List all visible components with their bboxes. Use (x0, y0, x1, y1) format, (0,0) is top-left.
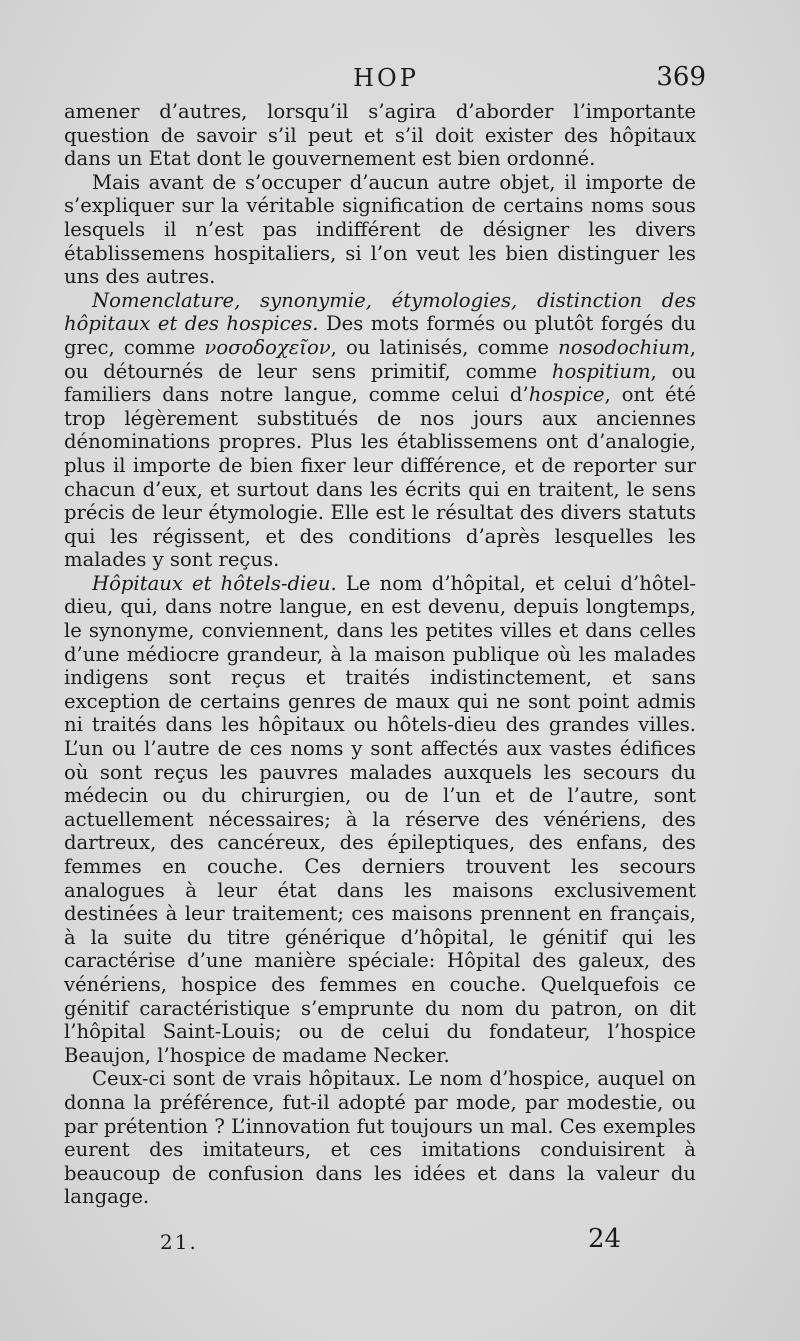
body-text (64, 100, 696, 1209)
text-run: , ou familiers dans notre langue, comme celui d’ (64, 359, 696, 407)
text-run: Mais avant de s’occuper d’aucun autre objet, il importe de s’expliquer sur la véritable signification de certains noms sous lesquels il n’est pas indifférent de désigner les divers établissemens hospitaliers, si l’on veut les bien distinguer les uns des autres. (64, 170, 696, 289)
text-run: , ont été trop légèrement substitués de nos jours aux anciennes dénominations propres. Plus les établissemens ont d’analogie, plus il importe de bien fixer leur différence, et de reporter sur chacun d’eux, et surtout dans les écrits qui en traitent, le sens précis de leur étymologie. Elle est le résultat des divers statuts qui les régissent, et des conditions d’après lesquelles les malades y sont reçus. (64, 383, 697, 572)
text-run: Ceux-ci sont de vrais hôpitaux. Le nom d’hospice, auquel on donna la préférence, fut-il adopté par mode, par modestie, ou par prétention ? L’innovation fut toujours un mal. Ces exemples eurent des imitateurs, et ces imitations conduisirent à beaucoup de confusion dans les idées et dans la valeur du langage. (64, 1067, 696, 1209)
gathering-number: 24 (588, 1224, 622, 1254)
italic-run: hospitium (551, 359, 651, 383)
italic-run: nosodochium (558, 335, 690, 359)
running-title: HOP (353, 64, 419, 92)
italic-run: hospice (528, 383, 605, 407)
running-head (66, 60, 706, 100)
page-number: 369 (656, 62, 706, 92)
text-run: Des mots formés ou plutôt forgés du grec, comme (64, 312, 696, 359)
paragraph (64, 1067, 696, 1209)
paragraph (64, 171, 696, 289)
italic-run: νοσοδοχεῖον (204, 335, 331, 359)
text-run: , ou détournés de leur sens primitif, comme (64, 335, 696, 383)
paragraph (64, 100, 696, 171)
paragraph (64, 572, 696, 1067)
signature-mark: 21. (160, 1230, 198, 1254)
text-run: Le nom d’hôpital, et celui d’hôtel-dieu, qui, dans notre langue, en est devenu, depuis longtemps, le synonyme, conviennent, dans les petites villes et dans celles d’une médiocre grandeur, à la maison publique où les malades indigens sont reçus et traités indistinctement, et sans exception de certains genres de maux qui ne sont point admis ni traités dans les hôpitaux ou hôtels-dieu des grandes villes. L’un ou l’autre de ces noms y sont affectés aux vastes édifices où sont reçus les pauvres malades auxquels les secours du médecin ou du chirurgien, ou de l’un et de l’autre, sont actuellement nécessaires; à la réserve des vénériens, des dartreux, des cancéreux, des épileptiques, des enfans, des femmes en couche. Ces derniers trouvent les secours analogues à leur état dans les maisons exclusivement destinées à leur traitement; ces maisons prennent en français, à la suite du titre générique d’hôpital, le génitif qui les caractérise d’une manière spéciale: Hôpital des galeux, des vénériens, hospice des femmes en couche. Quelquefois ce génitif caractéristique s’emprunte du nom du patron, on dit l’hôpital Saint-Louis; ou de celui du fondateur, l’hospice Beaujon, l’hospice de madame Necker. (64, 571, 696, 1067)
paragraph (64, 289, 696, 572)
text-run: amener d’autres, lorsqu’il s’agira d’aborder l’importante question de savoir s’il peut et s’il doit exister des hôpitaux dans un Etat dont le gouvernement est bien ordonné. (64, 100, 696, 171)
italic-run: Hôpitaux et hôtels-dieu. (92, 571, 337, 595)
text-run: , ou latinisés, comme (330, 335, 559, 359)
italic-run: Nomenclature, synonymie, étymologies, distinction des hôpitaux et des hospices. (64, 288, 696, 336)
